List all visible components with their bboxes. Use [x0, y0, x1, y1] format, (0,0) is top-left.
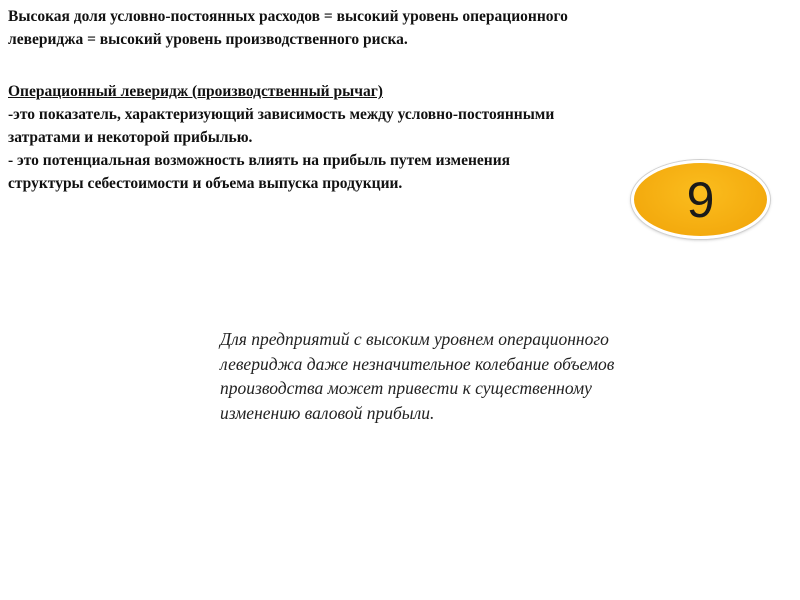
- intro-statement: [8, 5, 568, 51]
- definition-line: структуры себестоимости и объема выпуска продукции.: [8, 175, 403, 192]
- slide-number: 9: [686, 171, 715, 228]
- note-line: производства может привести к существенному: [220, 378, 592, 398]
- note-line: изменению валовой прибыли.: [220, 402, 435, 423]
- definition-title: Операционный леверидж (производственный рычаг): [8, 83, 383, 100]
- definition-line: затратами и некоторой прибылью.: [8, 129, 253, 146]
- intro-line: Высокая доля условно-постоянных расходов = высокий уровень операционного: [8, 8, 568, 25]
- note-text: [220, 327, 614, 425]
- note-line: Для предприятий с высоким уровнем операционного: [220, 329, 609, 349]
- definition-point-1: [8, 103, 554, 149]
- intro-line: левериджа = высокий уровень производственного риска.: [8, 31, 408, 48]
- note-line: левериджа даже незначительное колебание объемов: [220, 353, 615, 374]
- slide-number-badge: [631, 160, 770, 239]
- definition-line: - это потенциальная возможность влиять на прибыль путем изменения: [8, 152, 511, 169]
- definition-point-2: [8, 149, 510, 195]
- definition-line: -это показатель, характеризующий зависимость между условно-постоянными: [8, 106, 555, 123]
